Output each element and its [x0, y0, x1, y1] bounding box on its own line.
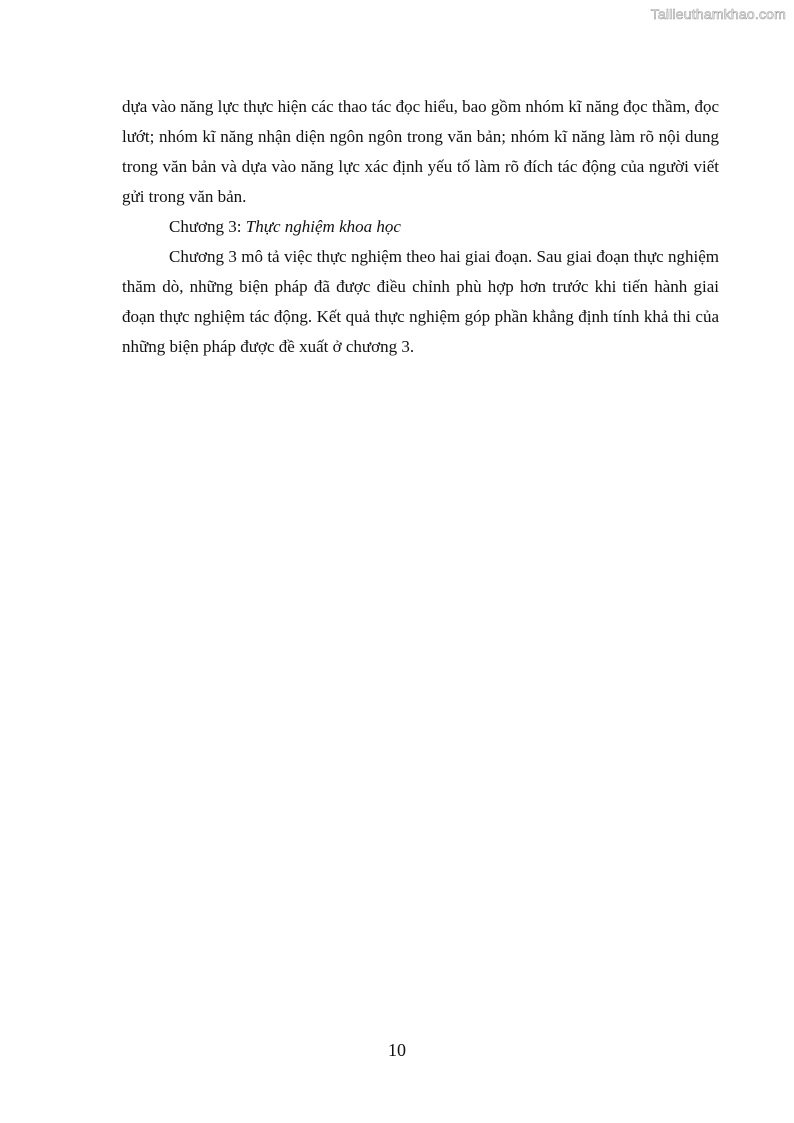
page-number: 10 [388, 1040, 406, 1060]
document-body [122, 92, 719, 362]
chapter-heading [122, 212, 719, 242]
paragraph-chapter-summary: Chương 3 mô tả việc thực nghiệm theo hai giai đoạn. Sau giai đoạn thực nghiệm thăm dò, những biện pháp đã được điều chỉnh phù hợp hơn trước khi tiến hành giai đoạn thực nghiệm tác động. Kết quả thực nghiệm góp phần khẳng định tính khả thi của những biện pháp được đề xuất ở chương 3. [122, 247, 719, 356]
paragraph-continuation: dựa vào năng lực thực hiện các thao tác đọc hiểu, bao gồm nhóm kĩ năng đọc thầm, đọc lướt; nhóm kĩ năng nhận diện ngôn ngôn trong văn bản; nhóm kĩ năng làm rõ nội dung trong văn bản và dựa vào năng lực xác định yếu tố làm rõ đích tác động của người viết gửi trong văn bản. [122, 97, 719, 206]
chapter-title: Thực nghiệm khoa học [245, 217, 401, 236]
chapter-label: Chương 3: [169, 217, 246, 236]
watermark-logo: Tailieuthamkhao.com [650, 6, 786, 22]
